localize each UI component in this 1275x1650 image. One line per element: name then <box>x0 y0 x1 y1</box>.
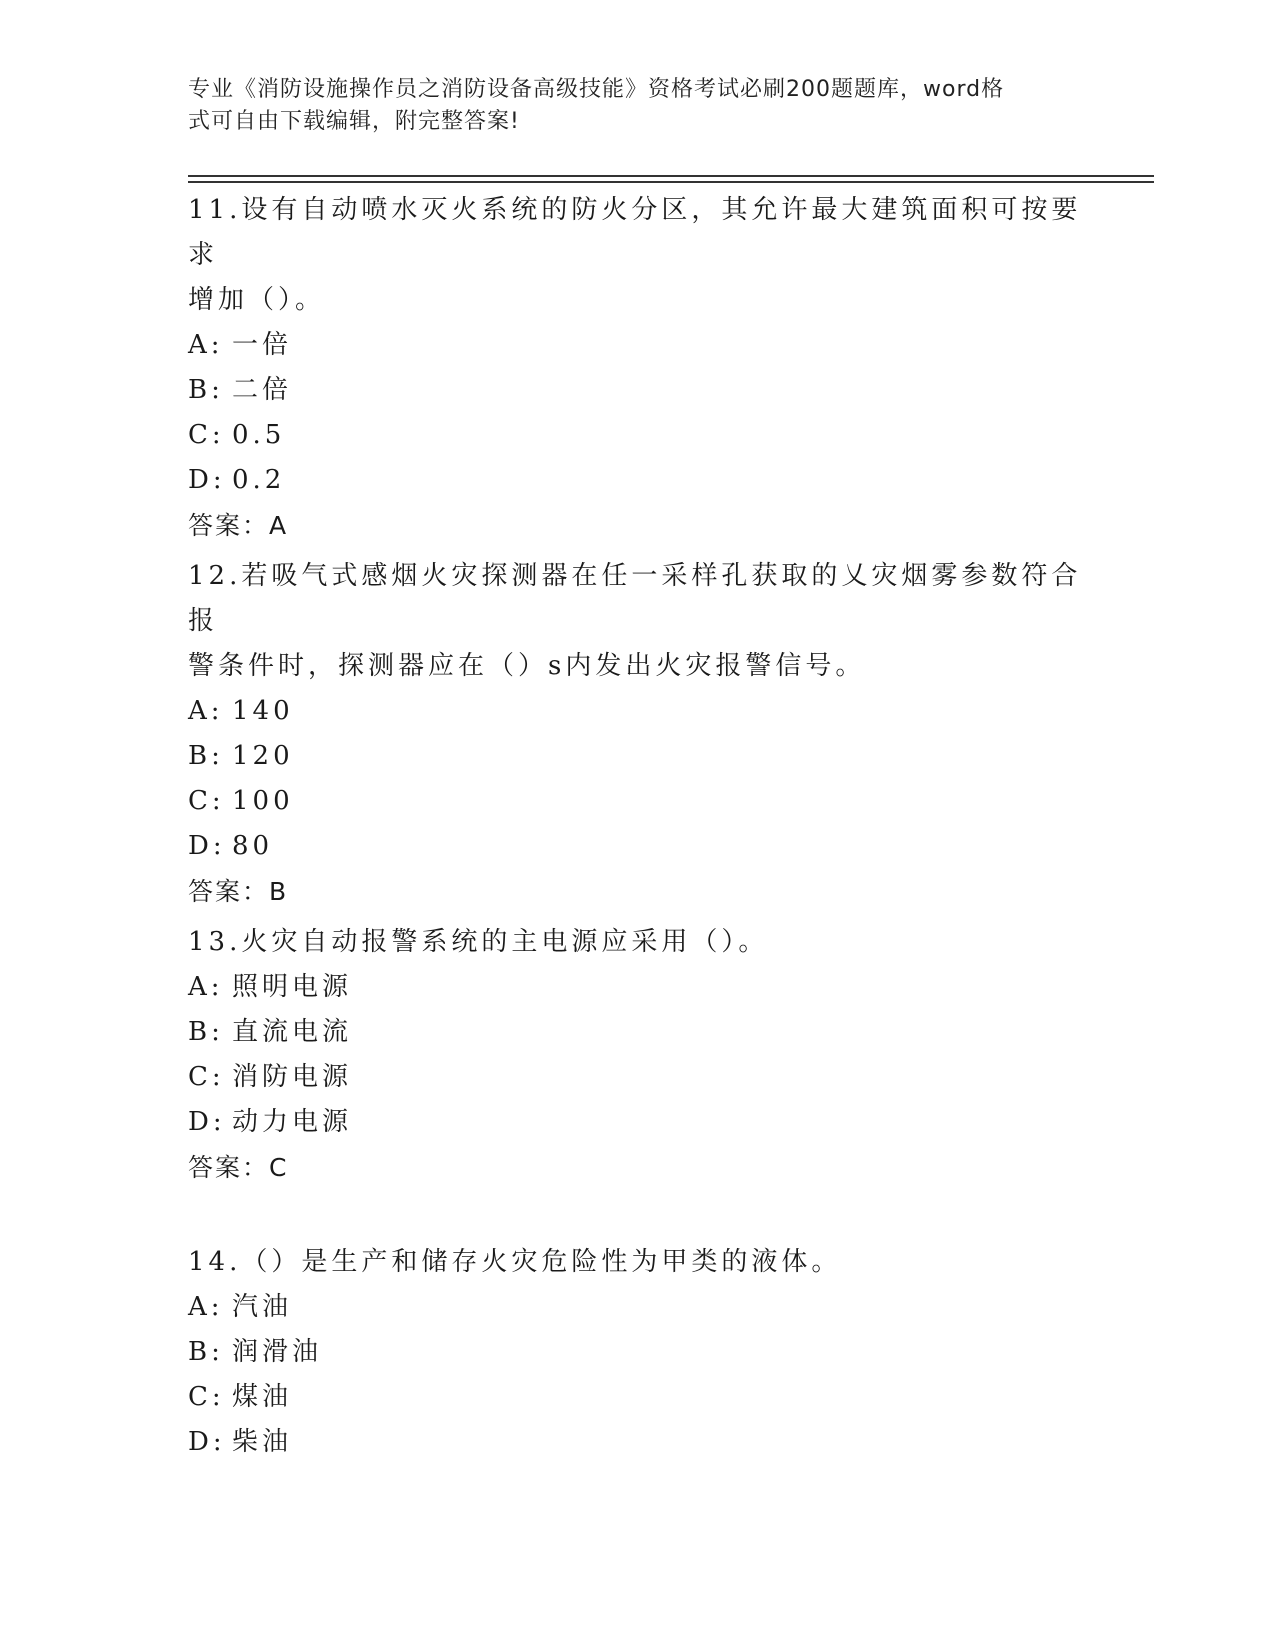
answer-line: 答案：C <box>188 1153 289 1182</box>
answer-line: 答案：A <box>188 511 289 540</box>
option-text: 80 <box>232 831 274 861</box>
header-divider-top <box>188 175 1154 177</box>
question-12 <box>188 554 1088 914</box>
option-text: 消防电源 <box>232 1062 353 1092</box>
answer-line: 答案：B <box>188 877 289 906</box>
question-stem-line-1: 12.若吸气式感烟火灾探测器在任一采样孔获取的乂灾烟雾参数符合报 <box>188 561 1082 636</box>
option-b <box>188 1010 1088 1055</box>
option-text: 动力电源 <box>232 1107 353 1137</box>
header-line-2: 式可自由下载编辑，附完整答案! <box>188 109 520 134</box>
question-13 <box>188 920 1088 1190</box>
option-key: C: <box>188 786 225 816</box>
option-text: 直流电流 <box>232 1017 353 1047</box>
question-stem-line-1: 13.火灾自动报警系统的主电源应采用（）。 <box>188 927 769 957</box>
option-d <box>188 458 1088 503</box>
option-a <box>188 965 1088 1010</box>
option-b <box>188 368 1088 413</box>
option-c <box>188 1375 1088 1420</box>
question-11 <box>188 188 1088 548</box>
document-header <box>188 74 1068 138</box>
option-key: A: <box>188 330 224 360</box>
option-a <box>188 689 1088 734</box>
question-14 <box>188 1240 1088 1465</box>
option-key: B: <box>188 741 224 771</box>
option-c <box>188 413 1088 458</box>
option-text: 一倍 <box>232 330 293 360</box>
option-text: 煤油 <box>232 1382 293 1412</box>
question-stem-line-1: 14.（）是生产和储存火灾危险性为甲类的液体。 <box>188 1247 842 1277</box>
option-key: D: <box>188 465 226 495</box>
option-text: 140 <box>232 696 294 726</box>
option-text: 100 <box>232 786 294 816</box>
option-c <box>188 779 1088 824</box>
option-text: 二倍 <box>232 375 293 405</box>
option-d <box>188 1100 1088 1145</box>
option-text: 120 <box>232 741 294 771</box>
option-text: 0.5 <box>232 420 286 450</box>
option-key: D: <box>188 831 226 861</box>
option-key: B: <box>188 375 224 405</box>
option-d <box>188 1420 1088 1465</box>
option-key: A: <box>188 972 224 1002</box>
option-key: C: <box>188 420 225 450</box>
option-a <box>188 323 1088 368</box>
option-text: 0.2 <box>232 465 286 495</box>
option-key: D: <box>188 1107 226 1137</box>
option-text: 柴油 <box>232 1427 293 1457</box>
question-stem-line-2: 警条件时，探测器应在（）s内发出火灾报警信号。 <box>188 651 866 681</box>
question-stem-line-2: 增加（）。 <box>188 285 326 315</box>
option-text: 照明电源 <box>232 972 353 1002</box>
option-key: A: <box>188 696 224 726</box>
option-key: B: <box>188 1337 224 1367</box>
option-key: C: <box>188 1382 225 1412</box>
header-divider-bottom <box>188 181 1154 183</box>
option-text: 润滑油 <box>232 1337 323 1367</box>
option-key: D: <box>188 1427 226 1457</box>
option-a <box>188 1285 1088 1330</box>
option-key: C: <box>188 1062 225 1092</box>
option-d <box>188 824 1088 869</box>
option-b <box>188 1330 1088 1375</box>
option-c <box>188 1055 1088 1100</box>
option-key: B: <box>188 1017 224 1047</box>
question-stem-line-1: 11.设有自动喷水灭火系统的防火分区，其允许最大建筑面积可按要求 <box>188 195 1082 270</box>
option-text: 汽油 <box>232 1292 293 1322</box>
option-key: A: <box>188 1292 224 1322</box>
option-b <box>188 734 1088 779</box>
header-line-1: 专业《消防设施操作员之消防设备高级技能》资格考试必刷200题题库，word格 <box>188 77 1005 102</box>
